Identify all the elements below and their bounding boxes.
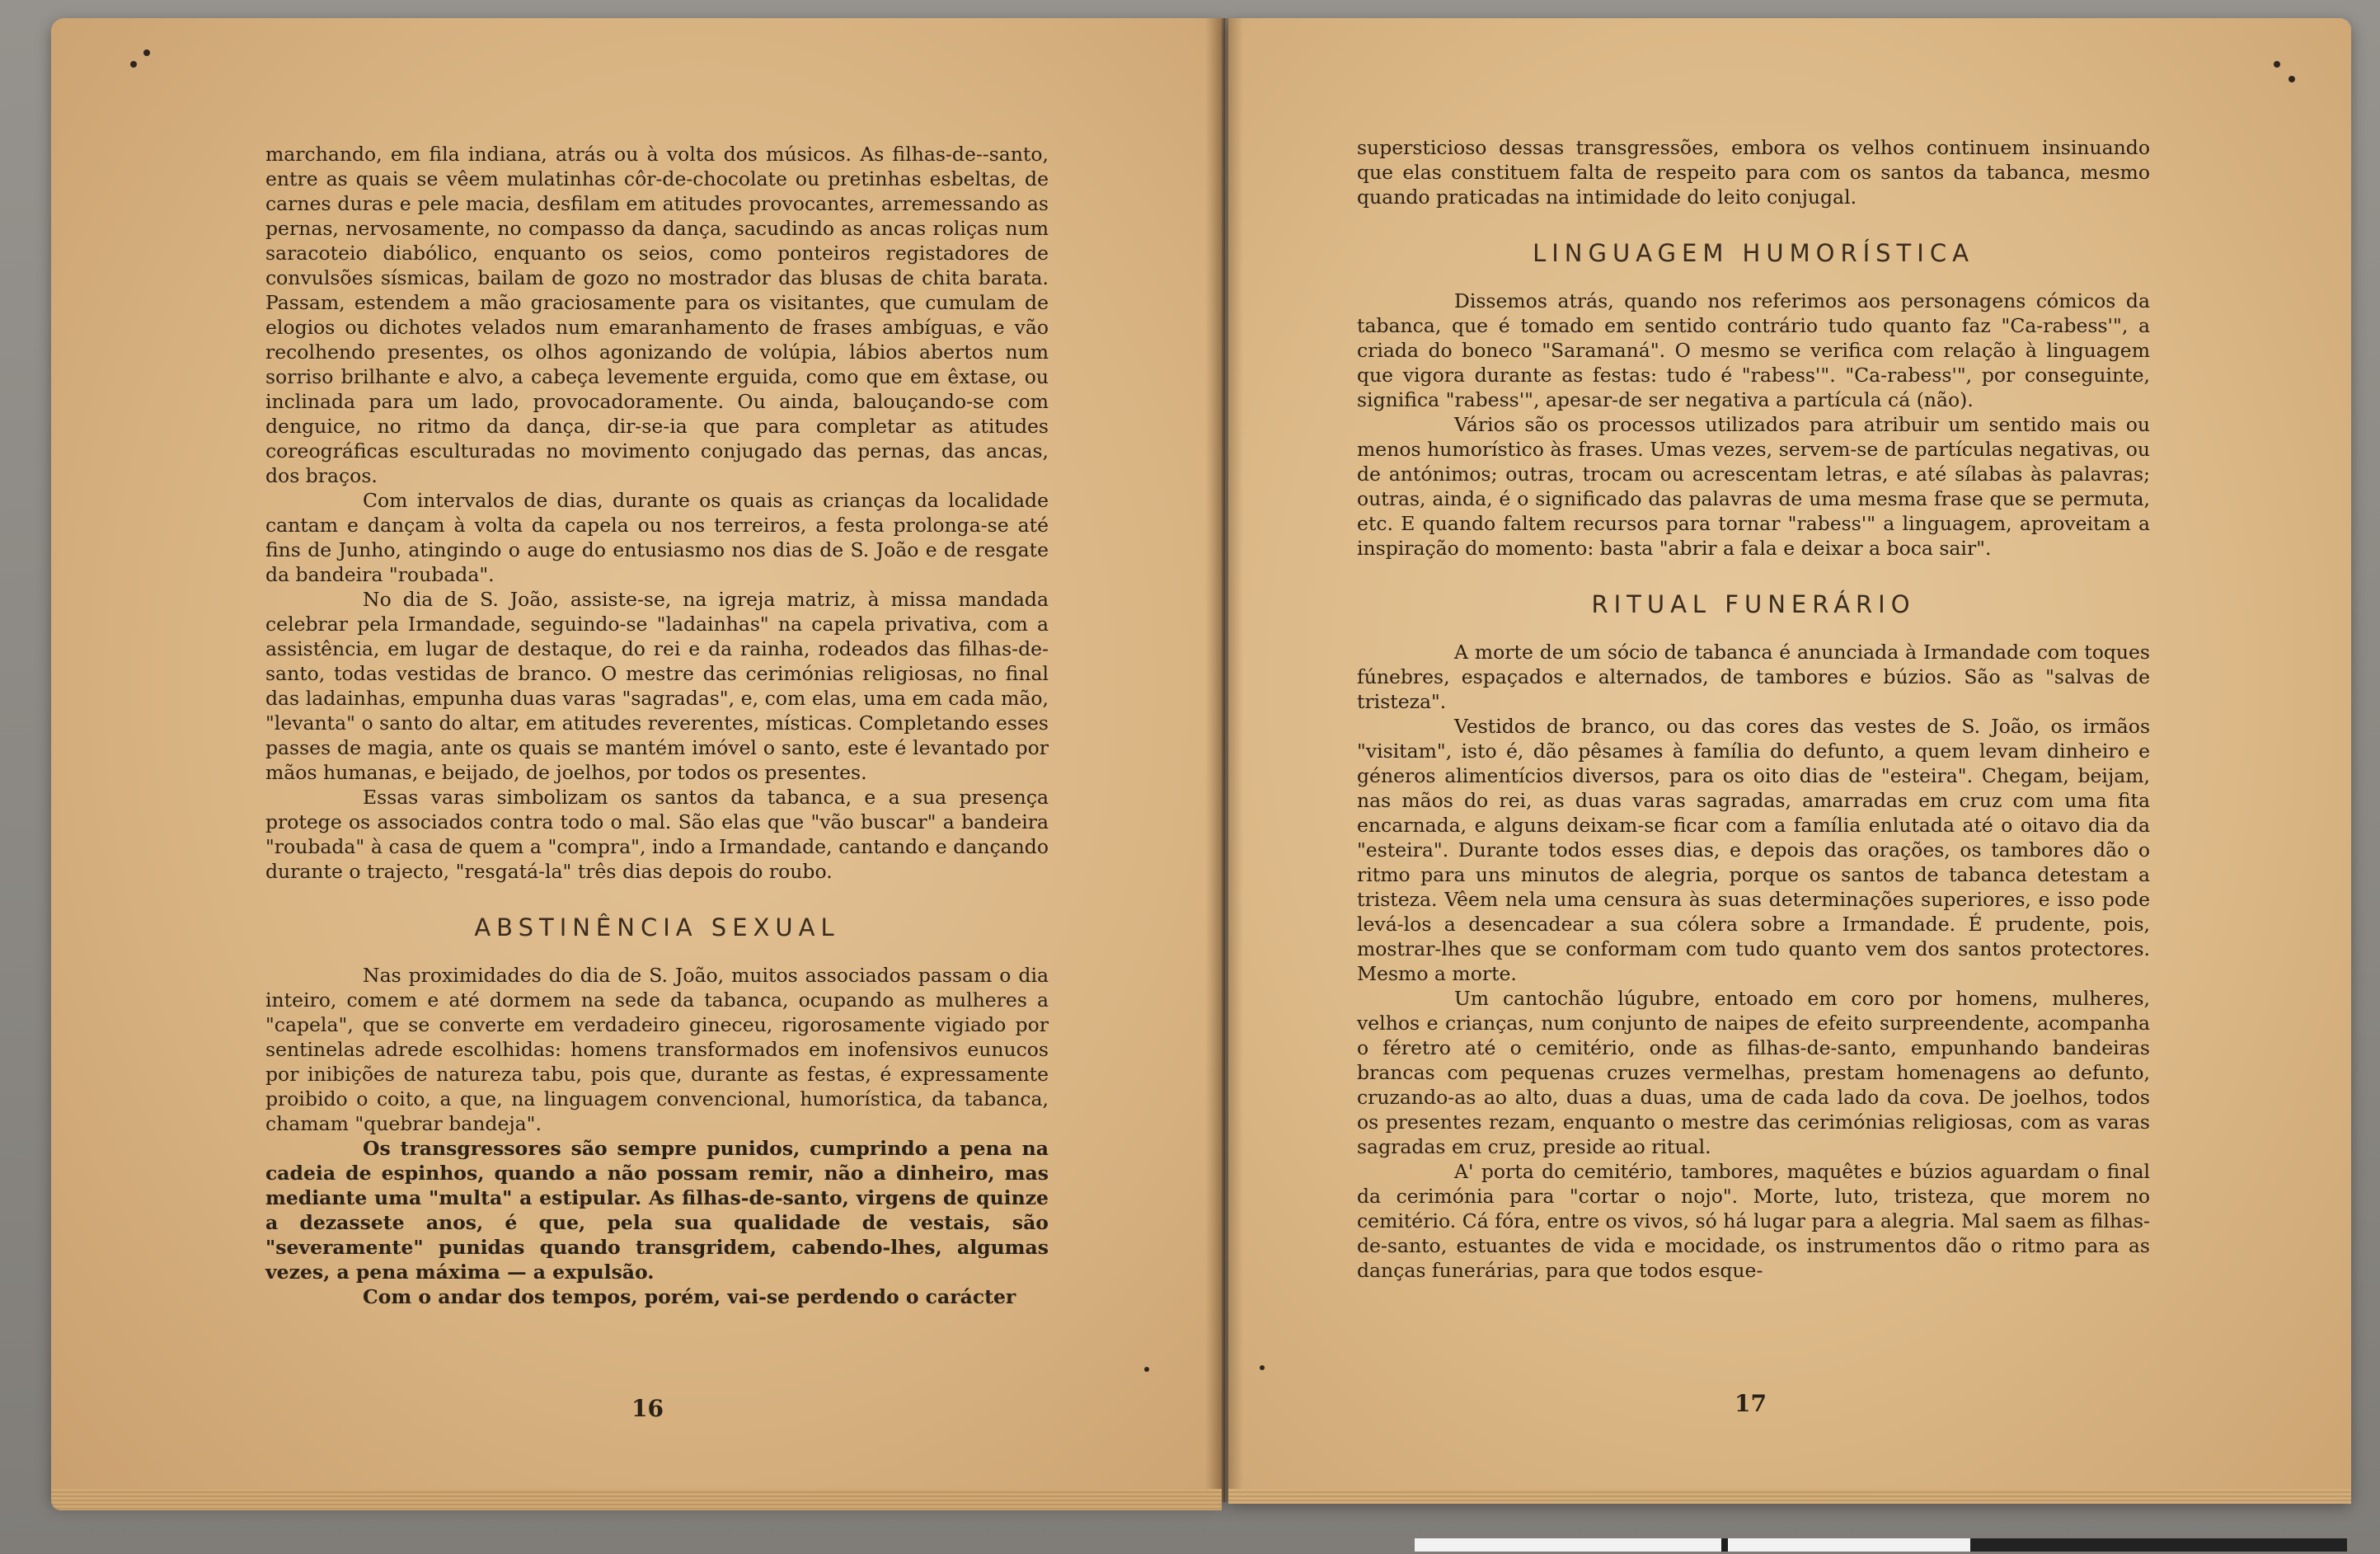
section-heading: RITUAL FUNERÁRIO <box>1591 590 1916 618</box>
left-page-text <box>265 142 1049 1309</box>
paragraph: Nas proximidades do dia de S. João, muitos associados passam o dia inteiro, comem e até dormem na sede da tabanca, ocupando as mulheres a "capela", que se converte em verdadeiro gineceu, rigorosamente vigiado por sentinelas adrede escolhidas: homens transformados em inofensivos eunucos por inibições de natureza tabu, pois que, durante as festas, é expressamente proibido o coito, a que, na linguagem convencional, humorística, da tabanca, chamam "quebrar bandeja". <box>265 964 1049 1135</box>
page-number: 16 <box>631 1395 664 1422</box>
book-gutter <box>1205 18 1243 1502</box>
page-stack-edge-left <box>51 1489 1222 1510</box>
paragraph: Os transgressores são sempre punidos, cumprindo a pena na cadeia de espinhos, quando a não possam remir, não a dinheiro, mas mediante uma "multa" a estipular. As filhas-de-santo, virgens de quinze a dezassete anos, é que, pela sua qualidade de vestais, são "severamente" punidas quando transgridem, cabendo-lhes, algumas vezes, a pena máxima — a expulsão. <box>265 1137 1049 1284</box>
section-heading: ABSTINÊNCIA SEXUAL <box>474 913 840 941</box>
paragraph: Vários são os processos utilizados para atribuir um sentido mais ou menos humorístico às frases. Umas vezes, servem-se de partículas negativas, ou de antónimos; outras, trocam ou acrescentam letras, e até sílabas às palavras; outras, ainda, é o significado das palavras de uma mesma frase que se permuta, etc. E quando faltem recursos para tornar "rabess'" a linguagem, aproveitam a inspiração do momento: basta "abrir a fala e deixar a boca sair". <box>1357 413 2150 560</box>
paragraph: No dia de S. João, assiste-se, na igreja matriz, à missa mandada celebrar pela Irmandade, seguindo-se "ladainhas" na capela privativa, com a assistência, em lugar de destaque, do rei e da rainha, rodeados das filhas-de-santo, todas vestidas de branco. O mestre das cerimónias religiosas, no final das ladainhas, empunha duas varas "sagradas", e, com elas, uma em cada mão, "levanta" o santo do altar, em atitudes reverentes, místicas. Completando esses passes de magia, ante os quais se mantém imóvel o santo, este é levantado por mãos humanas, e beijado, de joelhos, por todos os presentes. <box>265 588 1049 784</box>
paragraph: Essas varas simbolizam os santos da tabanca, e a sua presença protege os associados contra todo o mal. São elas que "vão buscar" a bandeira "roubada" à casa de quem a "compra", indo a Irmandade, cantando e dançando durante o trajecto, "resgatá-la" três dias depois do roubo. <box>265 786 1049 883</box>
right-page-text <box>1357 135 2150 1283</box>
paragraph: Com o andar dos tempos, porém, vai-se perdendo o carácter <box>363 1285 1016 1308</box>
paragraph: Com intervalos de dias, durante os quais as crianças da localidade cantam e dançam à volta da capela ou nos terreiros, a festa prolonga-se até fins de Junho, atingindo o auge do entusiasmo nos dias de S. João e de resgate da bandeira "roubada". <box>265 489 1049 586</box>
binding-hole-icon <box>143 49 150 56</box>
page-number: 17 <box>1735 1390 1767 1417</box>
binding-hole-icon <box>2274 61 2280 68</box>
section-heading: LINGUAGEM HUMORÍSTICA <box>1533 239 1974 267</box>
paragraph: Um cantochão lúgubre, entoado em coro por homens, mulheres, velhos e crianças, num conjunto de naipes de efeito surpreendente, acompanha o féretro até o cemitério, onde as filhas-de-santo, empunhando bandeiras brancas com pequenas cruzes vermelhas, prestam homenagens ao defunto, cruzando-as ao alto, duas a duas, uma de cada lado da cova. De joelhos, todos os presentes rezam, enquanto o mestre das cerimónias religiosas, com as varas sagradas em cruz, preside ao ritual. <box>1357 987 2150 1158</box>
color-scale-bar-dark-segment <box>1970 1538 2347 1552</box>
paragraph: A' porta do cemitério, tambores, maquêtes e búzios aguardam o final da cerimónia para "cortar o nojo". Morte, luto, tristeza, que morem no cemitério. Cá fóra, entre os vivos, só há lugar para a alegria. Mal saem as filhas-de-santo, estuantes de vida e mocidade, os instrumentos dão o ritmo para as danças funerárias, para que todos esque- <box>1357 1160 2150 1282</box>
paragraph: marchando, em fila indiana, atrás ou à volta dos músicos. As filhas-de--santo, entre as quais se vêem mulatinhas côr-de-chocolate ou pretinhas esbeltas, de carnes duras e pele macia, desfilam em atitudes provocantes, arremessando as pernas, nervosamente, no compasso da dança, sacudindo as ancas roliças num saracoteio diabólico, enquanto os seios, como ponteiros registadores de convulsões sísmicas, bailam de gozo no mostrador das blusas de chita barata. Passam, estendem a mão graciosamente para os visitantes, que cumulam de elogios ou dichotes velados num emaranhamento de frases ambíguas, e vão recolhendo presentes, os olhos agonizando de volúpia, lábios abertos num sorriso brilhante e alvo, a cabeça levemente erguida, como que em êxtase, ou inclinada para um lado, provocadoramente. Ou ainda, balouçando-se com denguice, no ritmo da dança, dir-se-ia que para completar as atitudes coreográficas esculturadas no movimento conjugado das pernas, das ancas, dos braços. <box>265 143 1049 487</box>
page-stack-edge-right <box>1228 1489 2351 1504</box>
binding-hole-icon <box>130 61 137 68</box>
staple-mark-icon <box>1144 1367 1149 1372</box>
paragraph: A morte de um sócio de tabanca é anunciada à Irmandade com toques fúnebres, espaçados e alternados, de tambores e búzios. São as "salvas de tristeza". <box>1357 641 2150 713</box>
binding-hole-icon <box>2288 76 2295 82</box>
paragraph: Dissemos atrás, quando nos referimos aos personagens cómicos da tabanca, que é tomado em sentido contrário tudo quanto faz "Ca-rabess'", a criada do boneco "Saramaná". O mesmo se verifica com relação à linguagem que vigora durante as festas: tudo é "rabess'". "Ca-rabess'", por conseguinte, significa "rabess'", apesar-de ser negativa a partícula cá (não). <box>1357 289 2150 411</box>
paragraph: Vestidos de branco, ou das cores das vestes de S. João, os irmãos "visitam", isto é, dão pêsames à família do defunto, a quem levam dinheiro e géneros alimentícios diversos, para os oito dias de "esteira". Chegam, beijam, nas mãos do rei, as duas varas sagradas, amarradas em cruz com uma fita encarnada, e alguns deixam-se ficar com a família enlutada até o oitavo dia da "esteira". Durante todos esses dias, e depois das orações, os tambores dão o ritmo para uns minutos de alegria, porque os santos de tabanca detestam a tristeza. Vêem nela uma censura às suas determinações superiores, e isso pode levá-los a desencadear a sua cólera sobre a Irmandade. É prudente, pois, mostrar-lhes que se conformam com tudo quanto vem dos santos protectores. Mesmo a morte. <box>1357 715 2150 985</box>
staple-mark-icon <box>1260 1365 1265 1370</box>
paragraph: supersticioso dessas transgressões, embora os velhos continuem insinuando que elas constituem falta de respeito para com os santos da tabanca, mesmo quando praticadas na intimidade do leito conjugal. <box>1357 136 2150 209</box>
